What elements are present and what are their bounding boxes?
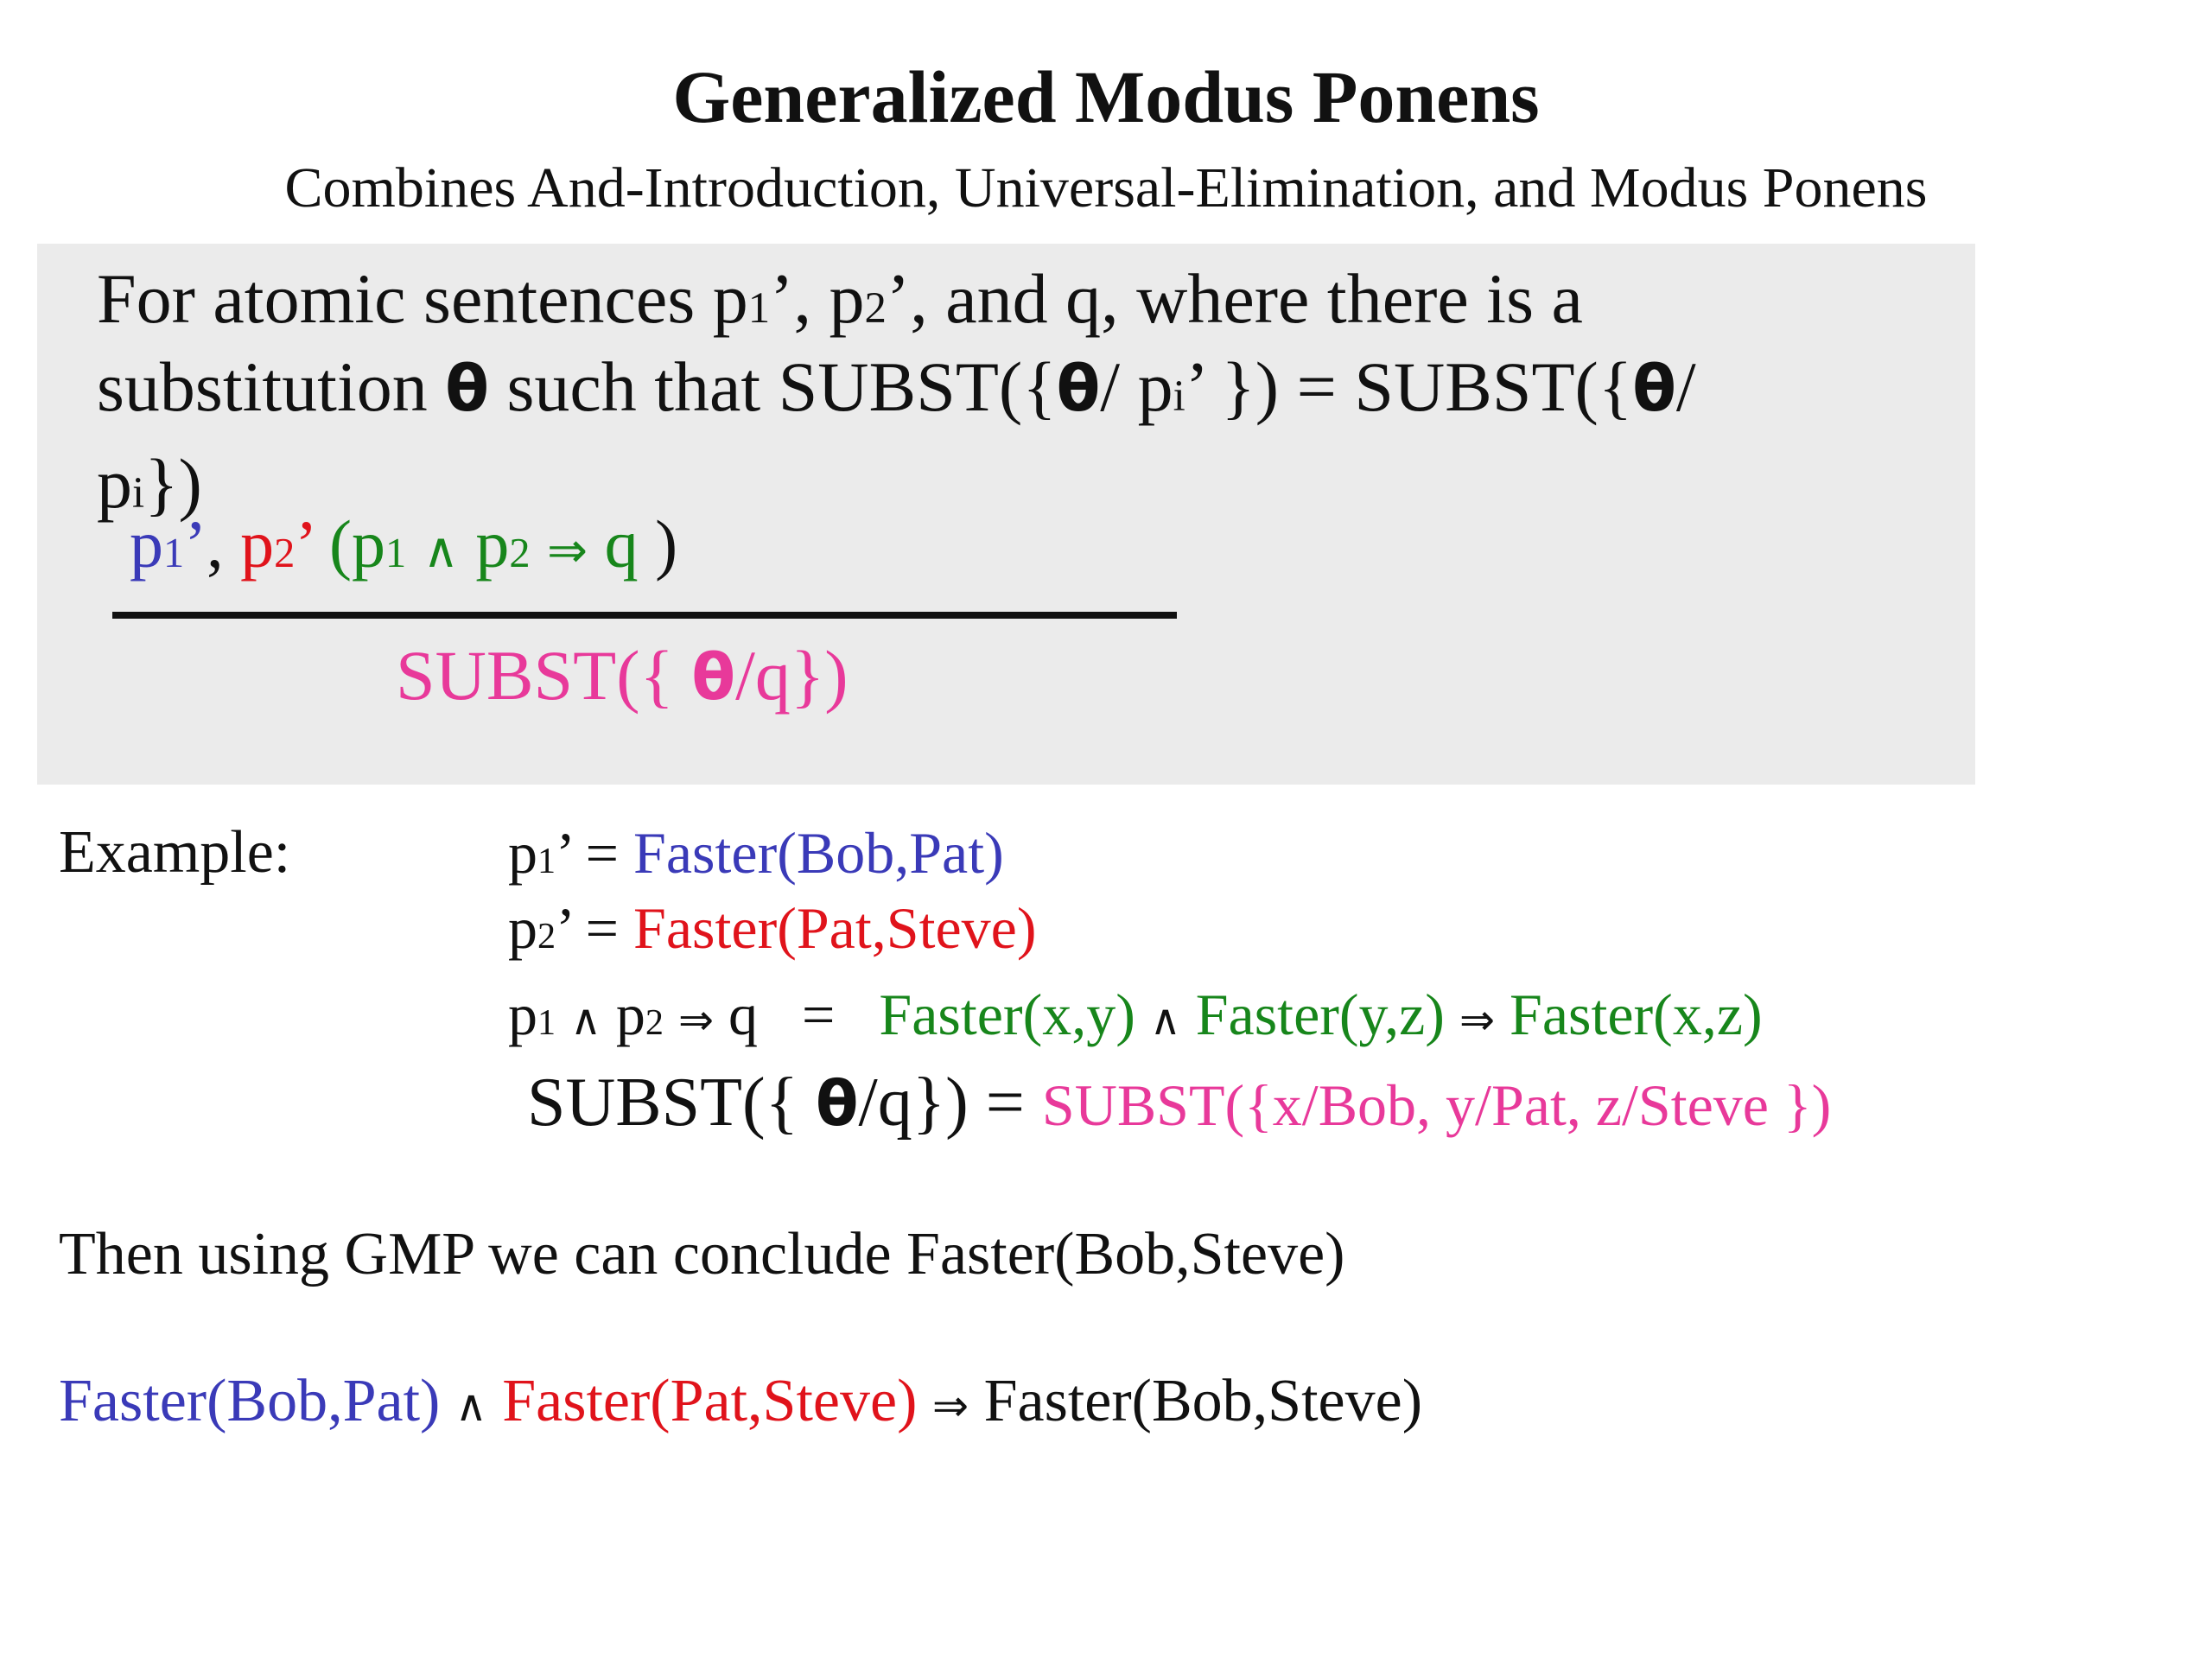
text-segment: }) (144, 444, 202, 523)
subscript: 1 (747, 283, 771, 332)
text-segment: ’, p (770, 259, 865, 338)
theta-symbol: θ (445, 352, 489, 426)
example-line-implication: p1 ∧ p2 ⇒ q = Faster(x,y) ∧ Faster(y,z) ⇒ Faster(x,z) (508, 982, 1763, 1047)
rule-substitution-line (97, 346, 1696, 437)
and-symbol: ∧ (454, 1380, 487, 1431)
subscript: 2 (645, 1002, 664, 1043)
example-term: Faster(x,z) (1510, 982, 1763, 1047)
text-segment: substitution (97, 347, 428, 426)
page-subtitle: Combines And-Introduction, Universal-Elimination, and Modus Ponens (284, 156, 1928, 219)
example-line-p2: p2’ = Faster(Pat,Steve) (508, 895, 1037, 961)
example-value: Faster(Bob,Pat) (633, 820, 1004, 886)
text-segment: / (1675, 347, 1696, 426)
rule-intro-line (97, 257, 1583, 349)
theta-symbol: θ (1632, 352, 1676, 426)
final-inference-line (59, 1365, 1422, 1442)
example-value: SUBST({x/Bob, y/Pat, z/Steve }) (1041, 1072, 1832, 1138)
text-segment: For atomic sentences p (97, 259, 748, 338)
and-symbol: ∧ (1149, 995, 1181, 1045)
example-label: Example: (59, 819, 291, 886)
final-term: Faster(Bob,Pat) (59, 1368, 441, 1434)
example-line-p1: p1’ = Faster(Bob,Pat) (508, 820, 1004, 886)
implies-symbol: ⇒ (547, 523, 588, 579)
rule-premises (130, 503, 677, 595)
theta-symbol: θ (816, 1067, 859, 1140)
text-segment: ’ }) = SUBST({ (1185, 347, 1633, 426)
premise-p2: p2’ (240, 506, 313, 582)
text-segment: ’, and q, where there is a (886, 259, 1583, 338)
text-segment: /q}) (735, 636, 849, 715)
and-symbol: ∧ (423, 523, 459, 579)
text-segment: such that SUBST({ (506, 347, 1057, 426)
and-symbol: ∧ (570, 995, 601, 1045)
example-term: Faster(x,y) (879, 982, 1135, 1047)
subscript: i (132, 468, 145, 517)
subscript: 2 (864, 283, 887, 332)
example-term: Faster(y,z) (1195, 982, 1445, 1047)
theta-symbol: θ (1056, 352, 1101, 426)
page-title: Generalized Modus Ponens (672, 55, 1540, 138)
example-value: Faster(Pat,Steve) (633, 895, 1037, 961)
gmp-conclusion-sentence: Then using GMP we can conclude Faster(Bob,Steve) (59, 1221, 1345, 1287)
final-term: Faster(Bob,Steve) (983, 1368, 1423, 1434)
subscript: i (1173, 372, 1185, 420)
close-paren: ) (638, 506, 678, 582)
rule-conclusion (396, 634, 849, 719)
premise-p1: p1’ (130, 506, 207, 582)
equals-sign: = (802, 982, 836, 1047)
text-segment: SUBST({ (396, 636, 674, 715)
subscript: 1 (537, 1002, 556, 1043)
final-term: Faster(Pat,Steve) (502, 1368, 918, 1434)
implies-symbol: ⇒ (1459, 995, 1495, 1045)
inference-bar (112, 612, 1177, 619)
premise-implication: (p1 ∧ p2 ⇒ q (312, 506, 639, 582)
implies-symbol: ⇒ (931, 1380, 969, 1431)
example-line-substitution: SUBST({ θ/q}) = SUBST({x/Bob, y/Pat, z/Steve }) (527, 1065, 1832, 1141)
theta-symbol: θ (691, 640, 736, 715)
text-segment: / p (1100, 347, 1173, 426)
subscript: 1 (537, 841, 556, 881)
text-segment: p (97, 444, 132, 523)
subscript: 2 (537, 916, 556, 957)
implies-symbol: ⇒ (678, 995, 715, 1045)
comma: , (207, 506, 241, 582)
